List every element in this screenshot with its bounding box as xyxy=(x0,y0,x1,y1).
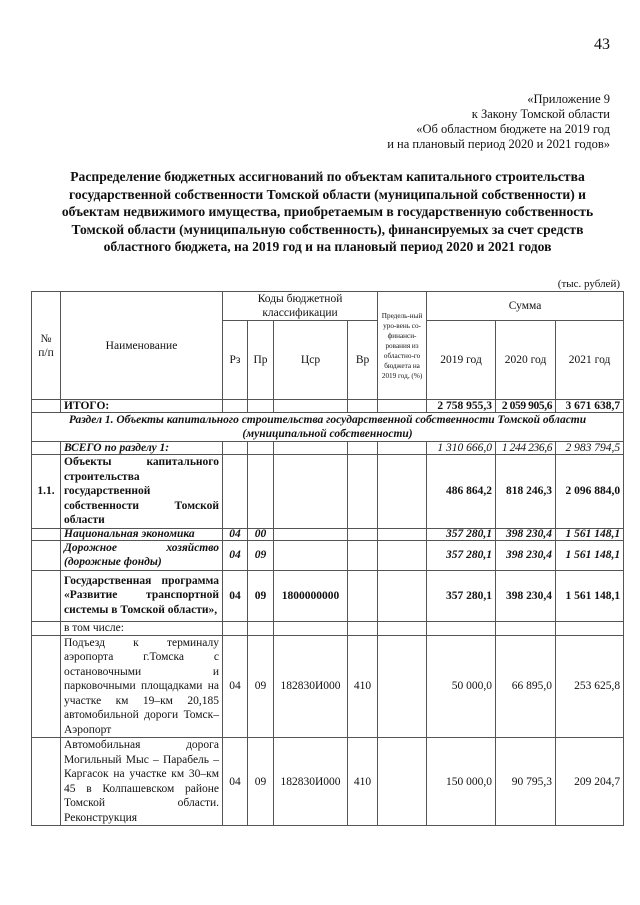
row-name: Подъезд к терминалу аэропорта г.Томска с остановочными и парковочными площадками на участке км 19–км 20,185 автомобильной дороги Томск–Аэропорт xyxy=(61,635,223,738)
total-row xyxy=(32,400,624,413)
row-name: ВСЕГО по разделу 1: xyxy=(61,442,223,455)
header-codes-group: Коды бюджетной классификации xyxy=(223,292,378,321)
appendix-line-2: к Закону Томской области xyxy=(471,107,610,121)
table-row: ВСЕГО по разделу 1: 1 310 666,0 1 244 236,6 2 983 794,5 xyxy=(32,442,624,455)
appendix-reference xyxy=(387,92,610,152)
table-row: Автомобильная дорога Могильный Мыс – Парабель – Каргасок на участке км 30–км 45 в Колпашевском районе Томской области. Реконструкция 04 09 182830И000 410 150 000,0 90 795,3 209 204,7 xyxy=(32,738,624,826)
row-name: Дорожное хозяйство (дорожные фонды) xyxy=(61,540,223,570)
table-row xyxy=(32,621,624,635)
row-name: Автомобильная дорога Могильный Мыс – Парабель – Каргасок на участке км 30–км 45 в Колпашевском районе Томской области. Реконструкция xyxy=(61,738,223,826)
page-number: 43 xyxy=(594,36,610,53)
table-row: 1.1. Объекты капитального строительства государственной собственности Томской области 486 864,2 818 246,3 2 096 884,0 xyxy=(32,455,624,529)
total-2020: 2 059 905,6 xyxy=(496,400,556,413)
header-name: Наименование xyxy=(61,292,223,400)
appendix-line-3: «Об областном бюджете на 2019 год xyxy=(416,122,610,136)
units-label: (тыс. рублей) xyxy=(557,278,620,290)
total-label: ИТОГО: xyxy=(61,400,223,413)
header-2020: 2020 год xyxy=(496,321,556,400)
section-header-row xyxy=(32,413,624,442)
document-title: Распределение бюджетных ассигнований по объектам капитального строительства государственной собственности Томской области (муниципальной собственности) и объектам недвижимого имущества, приобретаемым в государственную собственность Томской области (муниципальную собственность), финансируемых за счет средств областного бюджета, на 2019 год и на плановый период 2020 и 2021 годов xyxy=(61,169,594,254)
budget-table xyxy=(31,291,624,826)
row-name: Объекты капитального строительства государственной собственности Томской области xyxy=(61,455,223,529)
table-row: Дорожное хозяйство (дорожные фонды) 04 09 357 280,1 398 230,4 1 561 148,1 xyxy=(32,540,624,570)
total-2019: 2 758 955,3 xyxy=(427,400,496,413)
total-2021: 3 671 638,7 xyxy=(556,400,624,413)
row-name: Национальная экономика xyxy=(61,528,223,540)
table-row: Национальная экономика 04 00 357 280,1 398 230,4 1 561 148,1 xyxy=(32,528,624,540)
header-sum-group: Сумма xyxy=(427,292,624,321)
header-pr: Пр xyxy=(248,321,274,400)
table-row: Подъезд к терминалу аэропорта г.Томска с остановочными и парковочными площадками на участке км 19–км 20,185 автомобильной дороги Томск–Аэропорт 04 09 182830И000 410 50 000,0 66 895,0 253 625,8 xyxy=(32,635,624,738)
table-row: Государственная программа «Развитие транспортной системы в Томской области», 04 09 1800000000 357 280,1 398 230,4 1 561 148,1 xyxy=(32,570,624,621)
header-vr: Вр xyxy=(348,321,378,400)
section-1-label: Раздел 1. Объекты капитального строительства государственной собственности Томской области (муниципальной собственности) xyxy=(32,413,624,442)
header-rz: Рз xyxy=(223,321,248,400)
row-name: Государственная программа «Развитие транспортной системы в Томской области», xyxy=(61,570,223,621)
row-number: 1.1. xyxy=(32,455,61,529)
appendix-line-1: «Приложение 9 xyxy=(527,92,610,106)
appendix-line-4: и на плановый период 2020 и 2021 годов» xyxy=(387,137,610,151)
row-name: в том числе: xyxy=(61,621,223,635)
header-2021: 2021 год xyxy=(556,321,624,400)
header-cofinancing: Предель-ный уро-вень со-финанси-рования из областно-го бюджета на 2019 год, (%) xyxy=(378,292,427,400)
header-2019: 2019 год xyxy=(427,321,496,400)
header-num: № п/п xyxy=(32,292,61,400)
header-csr: Цср xyxy=(274,321,348,400)
